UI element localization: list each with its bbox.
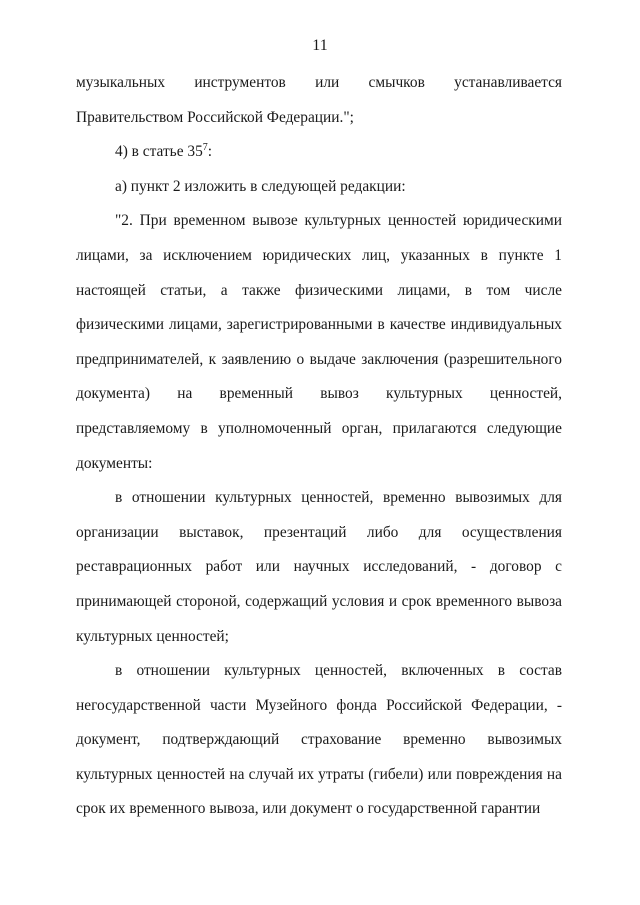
page-number: 11 bbox=[312, 37, 328, 54]
paragraph-clause-2: "2. При временном вывозе культурных ценностей юридическими лицами, за исключением юридических лиц, указанных в пункте 1 настоящей статьи, а также физическими лицами, в том числе физическими лицами, зарегистрированными в качестве индивидуальных предпринимателей, к заявлению о выдаче заключения (разрешительного документа) на временный вывоз культурных ценностей, представляемому в уполномоченный орган, прилагаются следующие документы: bbox=[76, 212, 562, 472]
item-4-suffix: : bbox=[207, 143, 213, 161]
paragraph-item-4 bbox=[76, 135, 562, 170]
item-4-superscript: 7 bbox=[202, 142, 208, 154]
document-body bbox=[76, 66, 562, 827]
paragraph-exhibitions: в отношении культурных ценностей, временно вывозимых для организации выставок, презентаций либо для осуществления реставрационных работ или научных исследований, - договор с принимающей стороной, содержащий условия и срок временного вывоза культурных ценностей; bbox=[76, 489, 562, 645]
paragraph-subitem-a: а) пункт 2 изложить в следующей редакции: bbox=[115, 177, 406, 195]
item-4-prefix: 4) в статье 35 bbox=[115, 143, 203, 161]
paragraph-continuation: музыкальных инструментов или смычков устанавливается Правительством Российской Федерации."; bbox=[76, 74, 562, 126]
paragraph-museum-fund: в отношении культурных ценностей, включенных в состав негосударственной части Музейного фонда Российской Федерации, - документ, подтверждающий страхование временно вывозимых культурных ценностей на случай их утраты (гибели) или повреждения на срок их временного вывоза, или документ о государственной гарантии bbox=[76, 662, 562, 818]
